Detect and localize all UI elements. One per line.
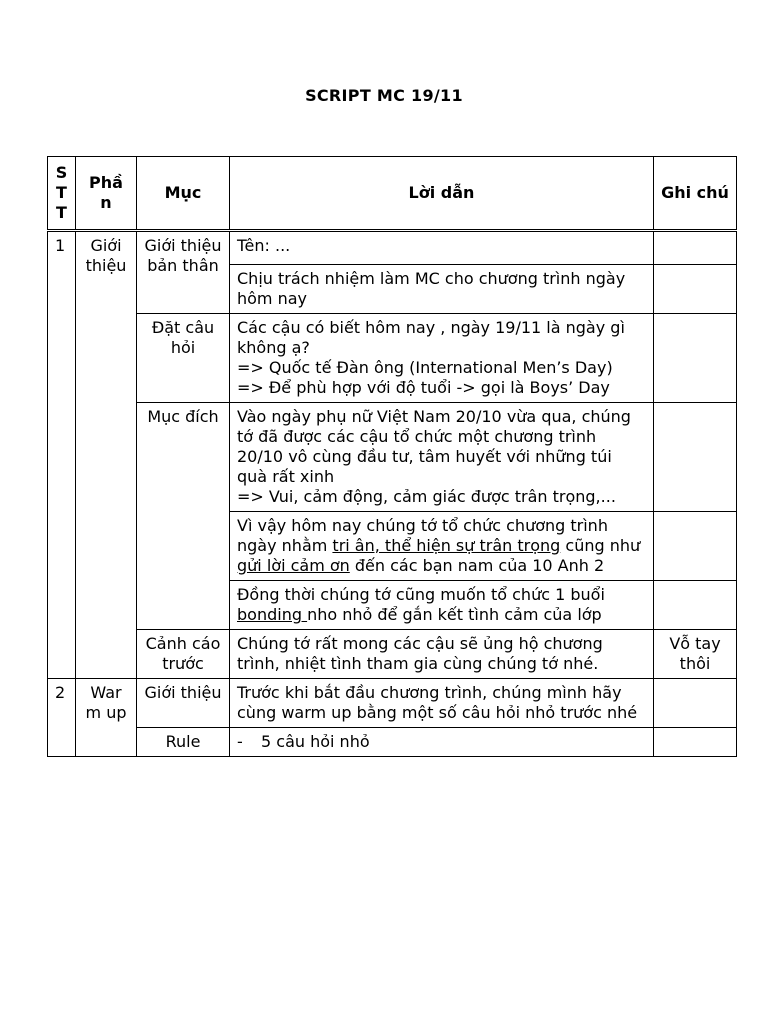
loi-dan-chiu-trach-nhiem: Chịu trách nhiệm làm MC cho chương trình ngày hôm nay: [230, 265, 654, 314]
loi-dan-canh-cao: Chúng tớ rất mong các cậu sẽ ủng hộ chương trình, nhiệt tình tham gia cùng chúng tớ nhé.: [230, 630, 654, 679]
document-title: SCRIPT MC 19/11: [305, 86, 463, 105]
header-stt-line-3: T: [56, 203, 67, 222]
ghi-chu-empty: [654, 679, 737, 728]
text-line: Các cậu có biết hôm nay , ngày 19/11 là ngày gì không ạ?: [237, 318, 625, 357]
ghi-chu-empty: [654, 581, 737, 630]
header-ghi-chu: Ghi chú: [654, 157, 737, 231]
underlined-text: tri ân, thể hiện sự trân trọng: [332, 536, 561, 555]
loi-dan-rule: [230, 728, 654, 757]
stt-cell-2: 2: [48, 679, 76, 757]
header-row: [48, 157, 737, 231]
phan-cell-gioi-thieu: Giới thiệu: [76, 231, 137, 679]
ghi-chu-empty: [654, 403, 737, 512]
underlined-text: bonding: [237, 605, 308, 624]
loi-dan-muc-dich: [230, 403, 654, 512]
text-segment: Đồng thời chúng tớ cũng muốn tổ chức 1 buổi: [237, 585, 605, 604]
table-row: [48, 231, 737, 265]
bullet-dash: -: [237, 732, 243, 751]
ghi-chu-empty: [654, 728, 737, 757]
phan-cell-warm-up: War m up: [76, 679, 137, 757]
header-stt-line-1: S: [55, 163, 68, 182]
text-segment: nho nhỏ để gắn kết tình cảm của lớp: [307, 605, 602, 624]
muc-cell-gioi-thieu-ban-than: Giới thiệu bản thân: [137, 231, 230, 314]
text-segment: cũng như: [560, 536, 641, 555]
header-stt: [48, 157, 76, 231]
header-phan: Phầ n: [76, 157, 137, 231]
loi-dan-dong-thoi: [230, 581, 654, 630]
ghi-chu-empty: [654, 512, 737, 581]
muc-cell-gioi-thieu: Giới thiệu: [137, 679, 230, 728]
text-line: => Quốc tế Đàn ông (International Men’s Day): [237, 358, 613, 377]
muc-cell-canh-cao-truoc: Cảnh cáo trước: [137, 630, 230, 679]
rule-text: 5 câu hỏi nhỏ: [261, 732, 370, 751]
table-row: [48, 403, 737, 512]
muc-cell-muc-dich: Mục đích: [137, 403, 230, 630]
ghi-chu-empty: [654, 231, 737, 265]
header-stt-line-2: T: [56, 183, 67, 202]
ghi-chu-empty: [654, 314, 737, 403]
table-row: [48, 630, 737, 679]
table-row: [48, 679, 737, 728]
text-segment: đến các bạn nam của 10 Anh 2: [349, 556, 605, 575]
text-line: => Vui, cảm động, cảm giác được trân trọng,...: [237, 487, 616, 506]
loi-dan-gioi-thieu-warm-up: Trước khi bắt đầu chương trình, chúng mình hãy cùng warm up bằng một số câu hỏi nhỏ trước nhé: [230, 679, 654, 728]
text-line: Vào ngày phụ nữ Việt Nam 20/10 vừa qua, chúng tớ đã được các cậu tổ chức một chương trình 20/10 vô cùng đầu tư, tâm huyết với những túi quà rất xinh: [237, 407, 631, 486]
underlined-text: gửi lời cảm ơn: [237, 556, 350, 575]
loi-dan-dat-cau-hoi: [230, 314, 654, 403]
table-row: [48, 728, 737, 757]
header-loi-dan: Lời dẫn: [230, 157, 654, 231]
ghi-chu-vo-tay: Vỗ tay thôi: [654, 630, 737, 679]
header-muc: Mục: [137, 157, 230, 231]
text-line: => Để phù hợp với độ tuổi -> gọi là Boys’ Day: [237, 378, 610, 397]
table-row: [48, 314, 737, 403]
text-segment: Vì vậy hôm nay chúng tớ tổ chức chương trình ngày nhằm: [237, 516, 608, 555]
stt-cell-1: 1: [48, 231, 76, 679]
muc-cell-dat-cau-hoi: Đặt câu hỏi: [137, 314, 230, 403]
script-table: [47, 156, 737, 757]
ghi-chu-empty: [654, 265, 737, 314]
muc-cell-rule: Rule: [137, 728, 230, 757]
loi-dan-ten: Tên: ...: [230, 231, 654, 265]
loi-dan-vi-vay: [230, 512, 654, 581]
